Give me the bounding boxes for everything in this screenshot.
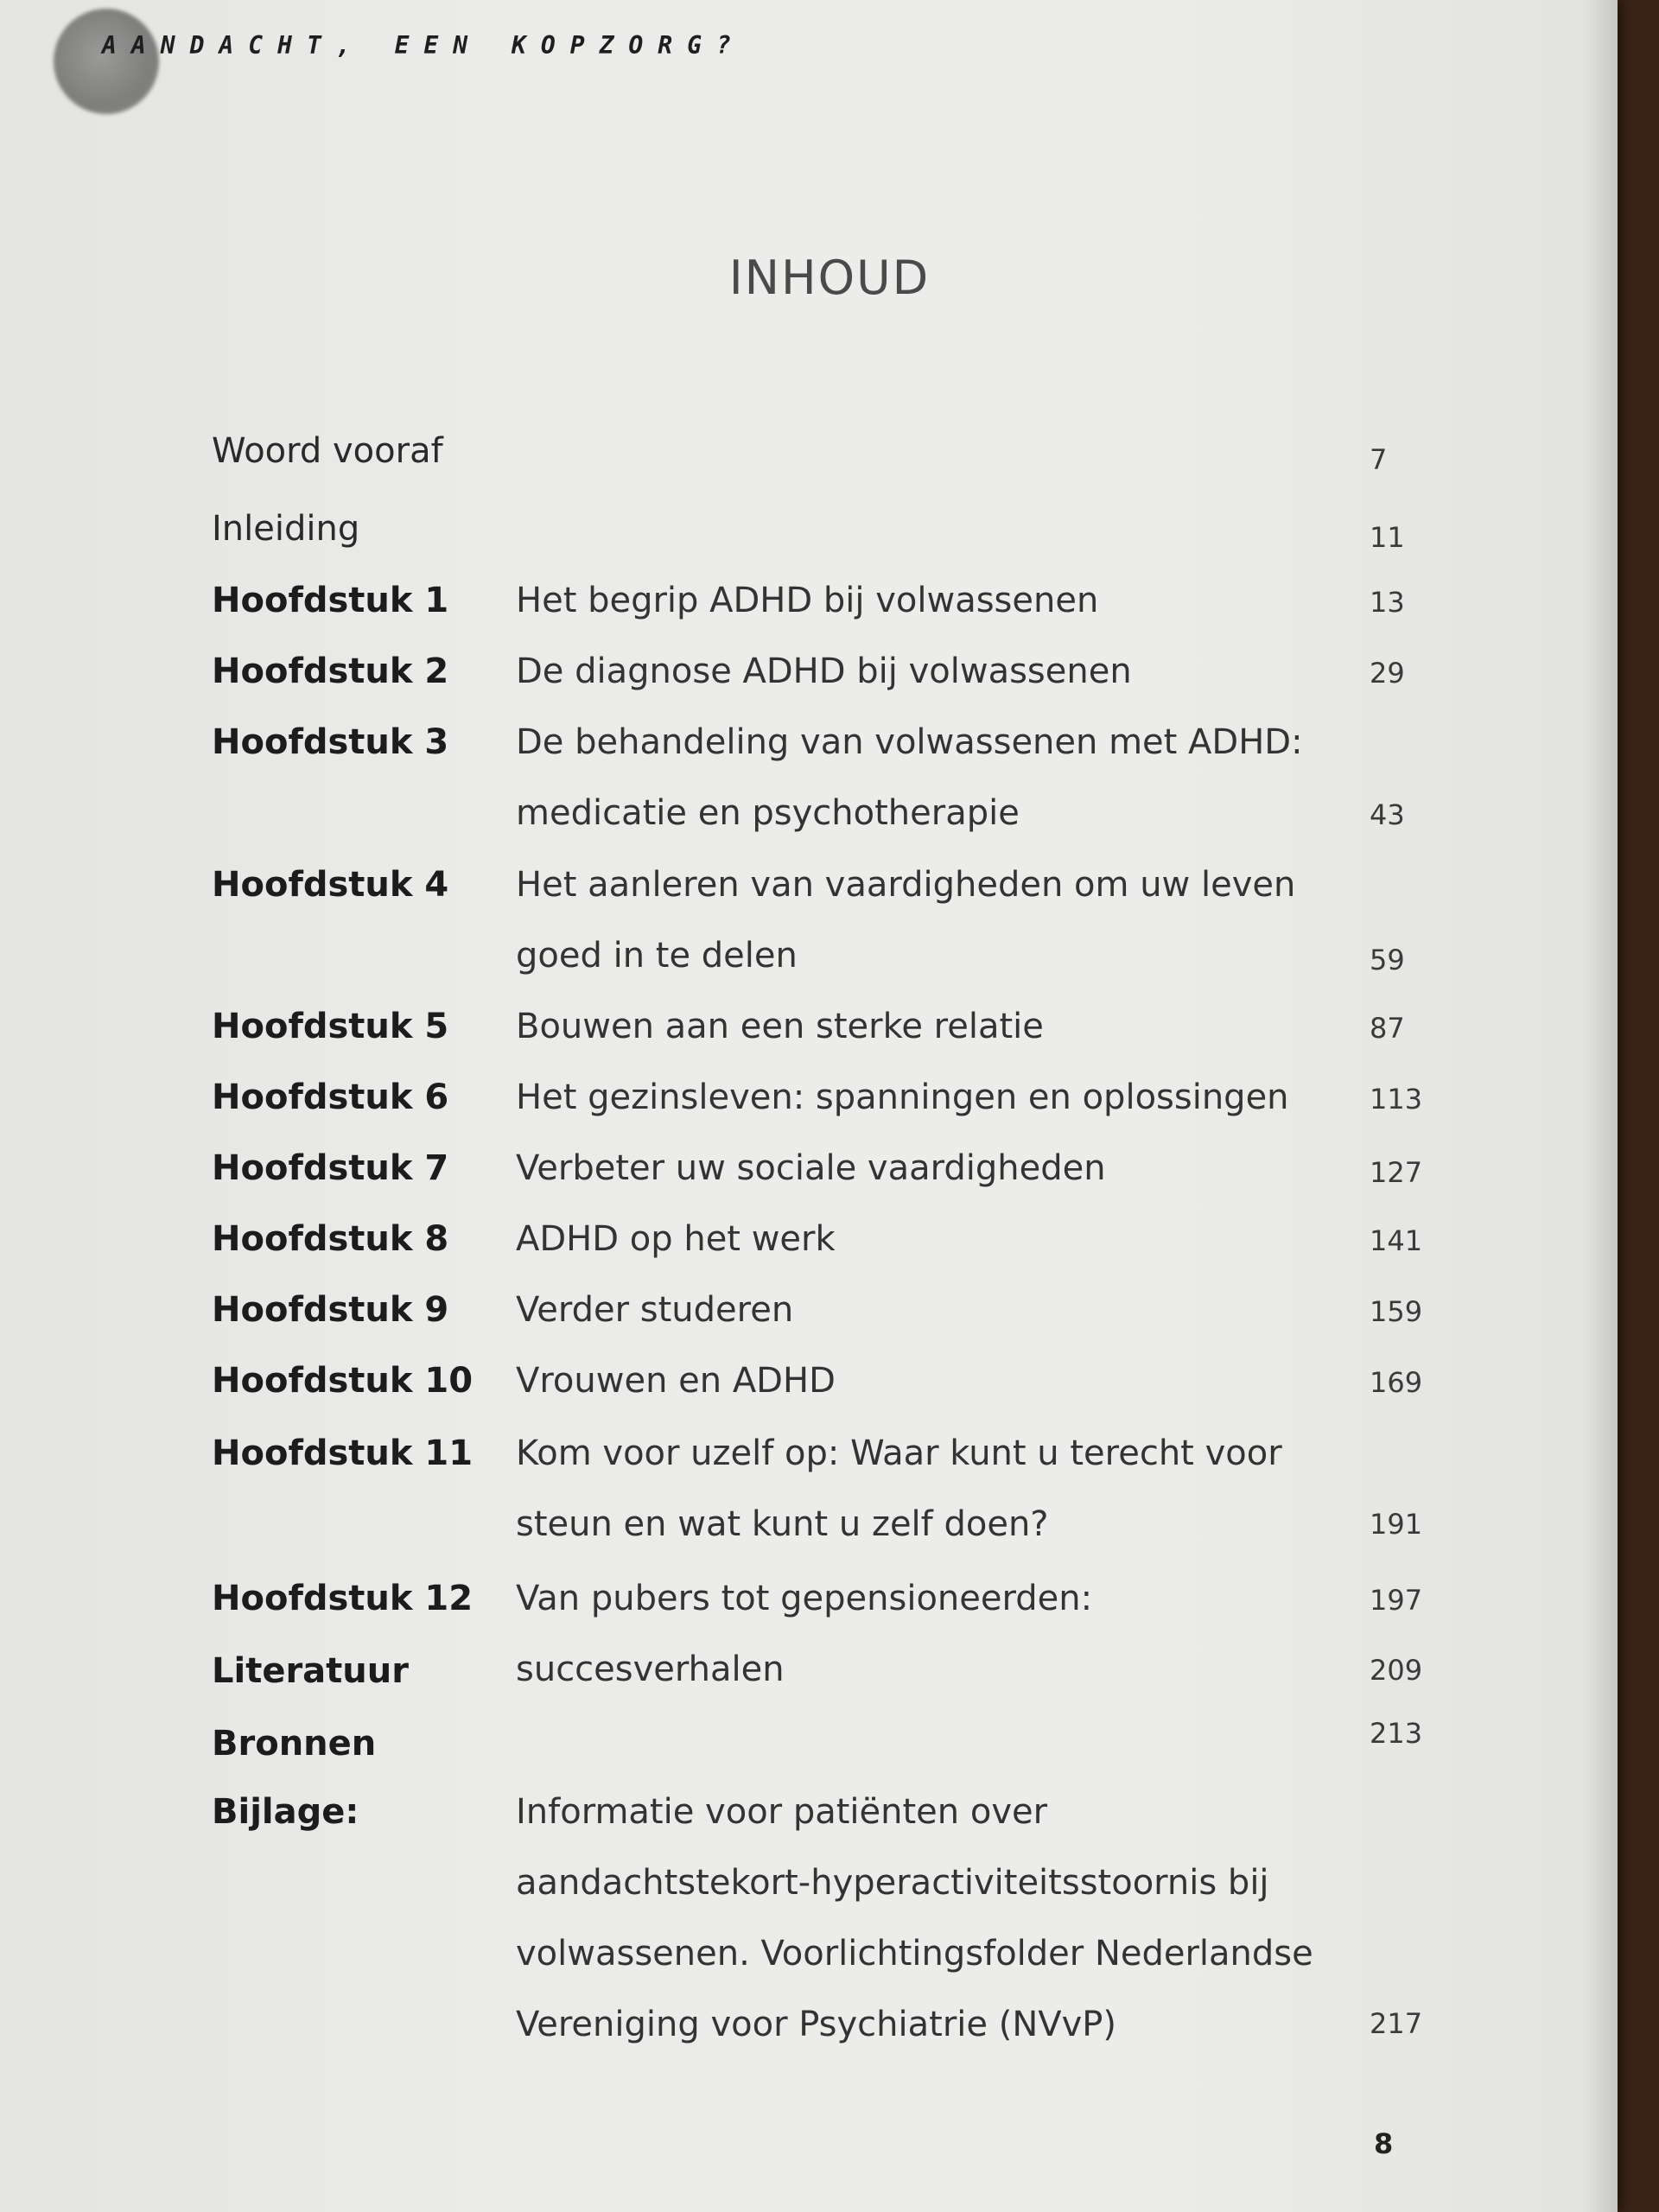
toc-entry-title: Vrouwen en ADHD — [516, 1361, 836, 1401]
toc-entry-page: 113 — [1370, 1083, 1423, 1116]
toc-entry-page: 213 — [1370, 1717, 1423, 1750]
toc-entry-label: Hoofdstuk 1 — [212, 581, 449, 620]
toc-entry-label: Hoofdstuk 6 — [212, 1077, 449, 1117]
toc-entry-title: Informatie voor patiënten over aandachtstekort-hyperactiviteitsstoornis bij volwassenen. Voorlichtingsfolder Nederlandse Vereniging voor Psychiatrie (NVvP) — [516, 1792, 1313, 2044]
toc-title: INHOUD — [728, 251, 931, 305]
toc-entry-label: Bijlage: — [212, 1792, 359, 1832]
toc-entry-label: Inleiding — [212, 509, 360, 549]
toc-entry-page: 141 — [1370, 1224, 1423, 1257]
toc-entry-page: 217 — [1370, 2007, 1423, 2040]
toc-entry-title: Van pubers tot gepensioneerden: succesverhalen — [516, 1579, 1093, 1689]
toc-entry-page: 127 — [1370, 1156, 1423, 1189]
toc-entry-label: Woord vooraf — [212, 431, 443, 471]
toc-entry-page: 7 — [1370, 443, 1388, 476]
toc-entry-title: Het begrip ADHD bij volwassenen — [516, 581, 1099, 620]
toc-entry-title: Verder studeren — [516, 1290, 794, 1330]
toc-entry-page: 11 — [1370, 521, 1405, 554]
toc-entry-page: 209 — [1370, 1654, 1423, 1687]
toc-entry-page: 59 — [1370, 944, 1405, 976]
toc-entry-page: 197 — [1370, 1584, 1423, 1617]
toc-entry-label: Hoofdstuk 7 — [212, 1148, 449, 1188]
toc-entry-label: Bronnen — [212, 1724, 377, 1764]
toc-entry-page: 43 — [1370, 798, 1405, 831]
toc-entry-title: Kom voor uzelf op: Waar kunt u terecht voor steun en wat kunt u zelf doen? — [516, 1433, 1282, 1544]
toc-entry-title: Het gezinsleven: spanningen en oplossingen — [516, 1077, 1289, 1117]
toc-entry-title: Het aanleren van vaardigheden om uw leven goed in te delen — [516, 865, 1296, 976]
toc-entry-page: 169 — [1370, 1366, 1423, 1399]
toc-entry-title: ADHD op het werk — [516, 1219, 836, 1259]
toc-entry-label: Hoofdstuk 9 — [212, 1290, 449, 1330]
toc-entry-label: Hoofdstuk 12 — [212, 1579, 474, 1618]
toc-entry-label: Literatuur — [212, 1651, 409, 1691]
toc-entry-label: Hoofdstuk 2 — [212, 652, 449, 691]
toc-entry-page: 159 — [1370, 1295, 1423, 1328]
toc-entry-label: Hoofdstuk 11 — [212, 1433, 474, 1473]
running-header: AANDACHT, EEN KOPZORG? — [102, 31, 746, 60]
toc-entry-page: 87 — [1370, 1012, 1405, 1045]
toc-entry-page: 13 — [1370, 586, 1405, 619]
toc-entry-title: Bouwen aan een sterke relatie — [516, 1007, 1044, 1046]
toc-entry-page: 29 — [1370, 657, 1405, 690]
page-number: 8 — [1374, 2127, 1394, 2160]
toc-entry-title: De diagnose ADHD bij volwassenen — [516, 652, 1132, 691]
toc-entry-page: 191 — [1370, 1508, 1423, 1541]
toc-entry-label: Hoofdstuk 5 — [212, 1007, 449, 1046]
toc-entry-label: Hoofdstuk 10 — [212, 1361, 474, 1401]
toc-entry-label: Hoofdstuk 3 — [212, 722, 449, 762]
toc-entry-label: Hoofdstuk 8 — [212, 1219, 449, 1259]
toc-entry-title: Verbeter uw sociale vaardigheden — [516, 1148, 1106, 1188]
toc-entry-label: Hoofdstuk 4 — [212, 865, 449, 905]
toc-entry-title: De behandeling van volwassenen met ADHD: medicatie en psychotherapie — [516, 722, 1303, 833]
